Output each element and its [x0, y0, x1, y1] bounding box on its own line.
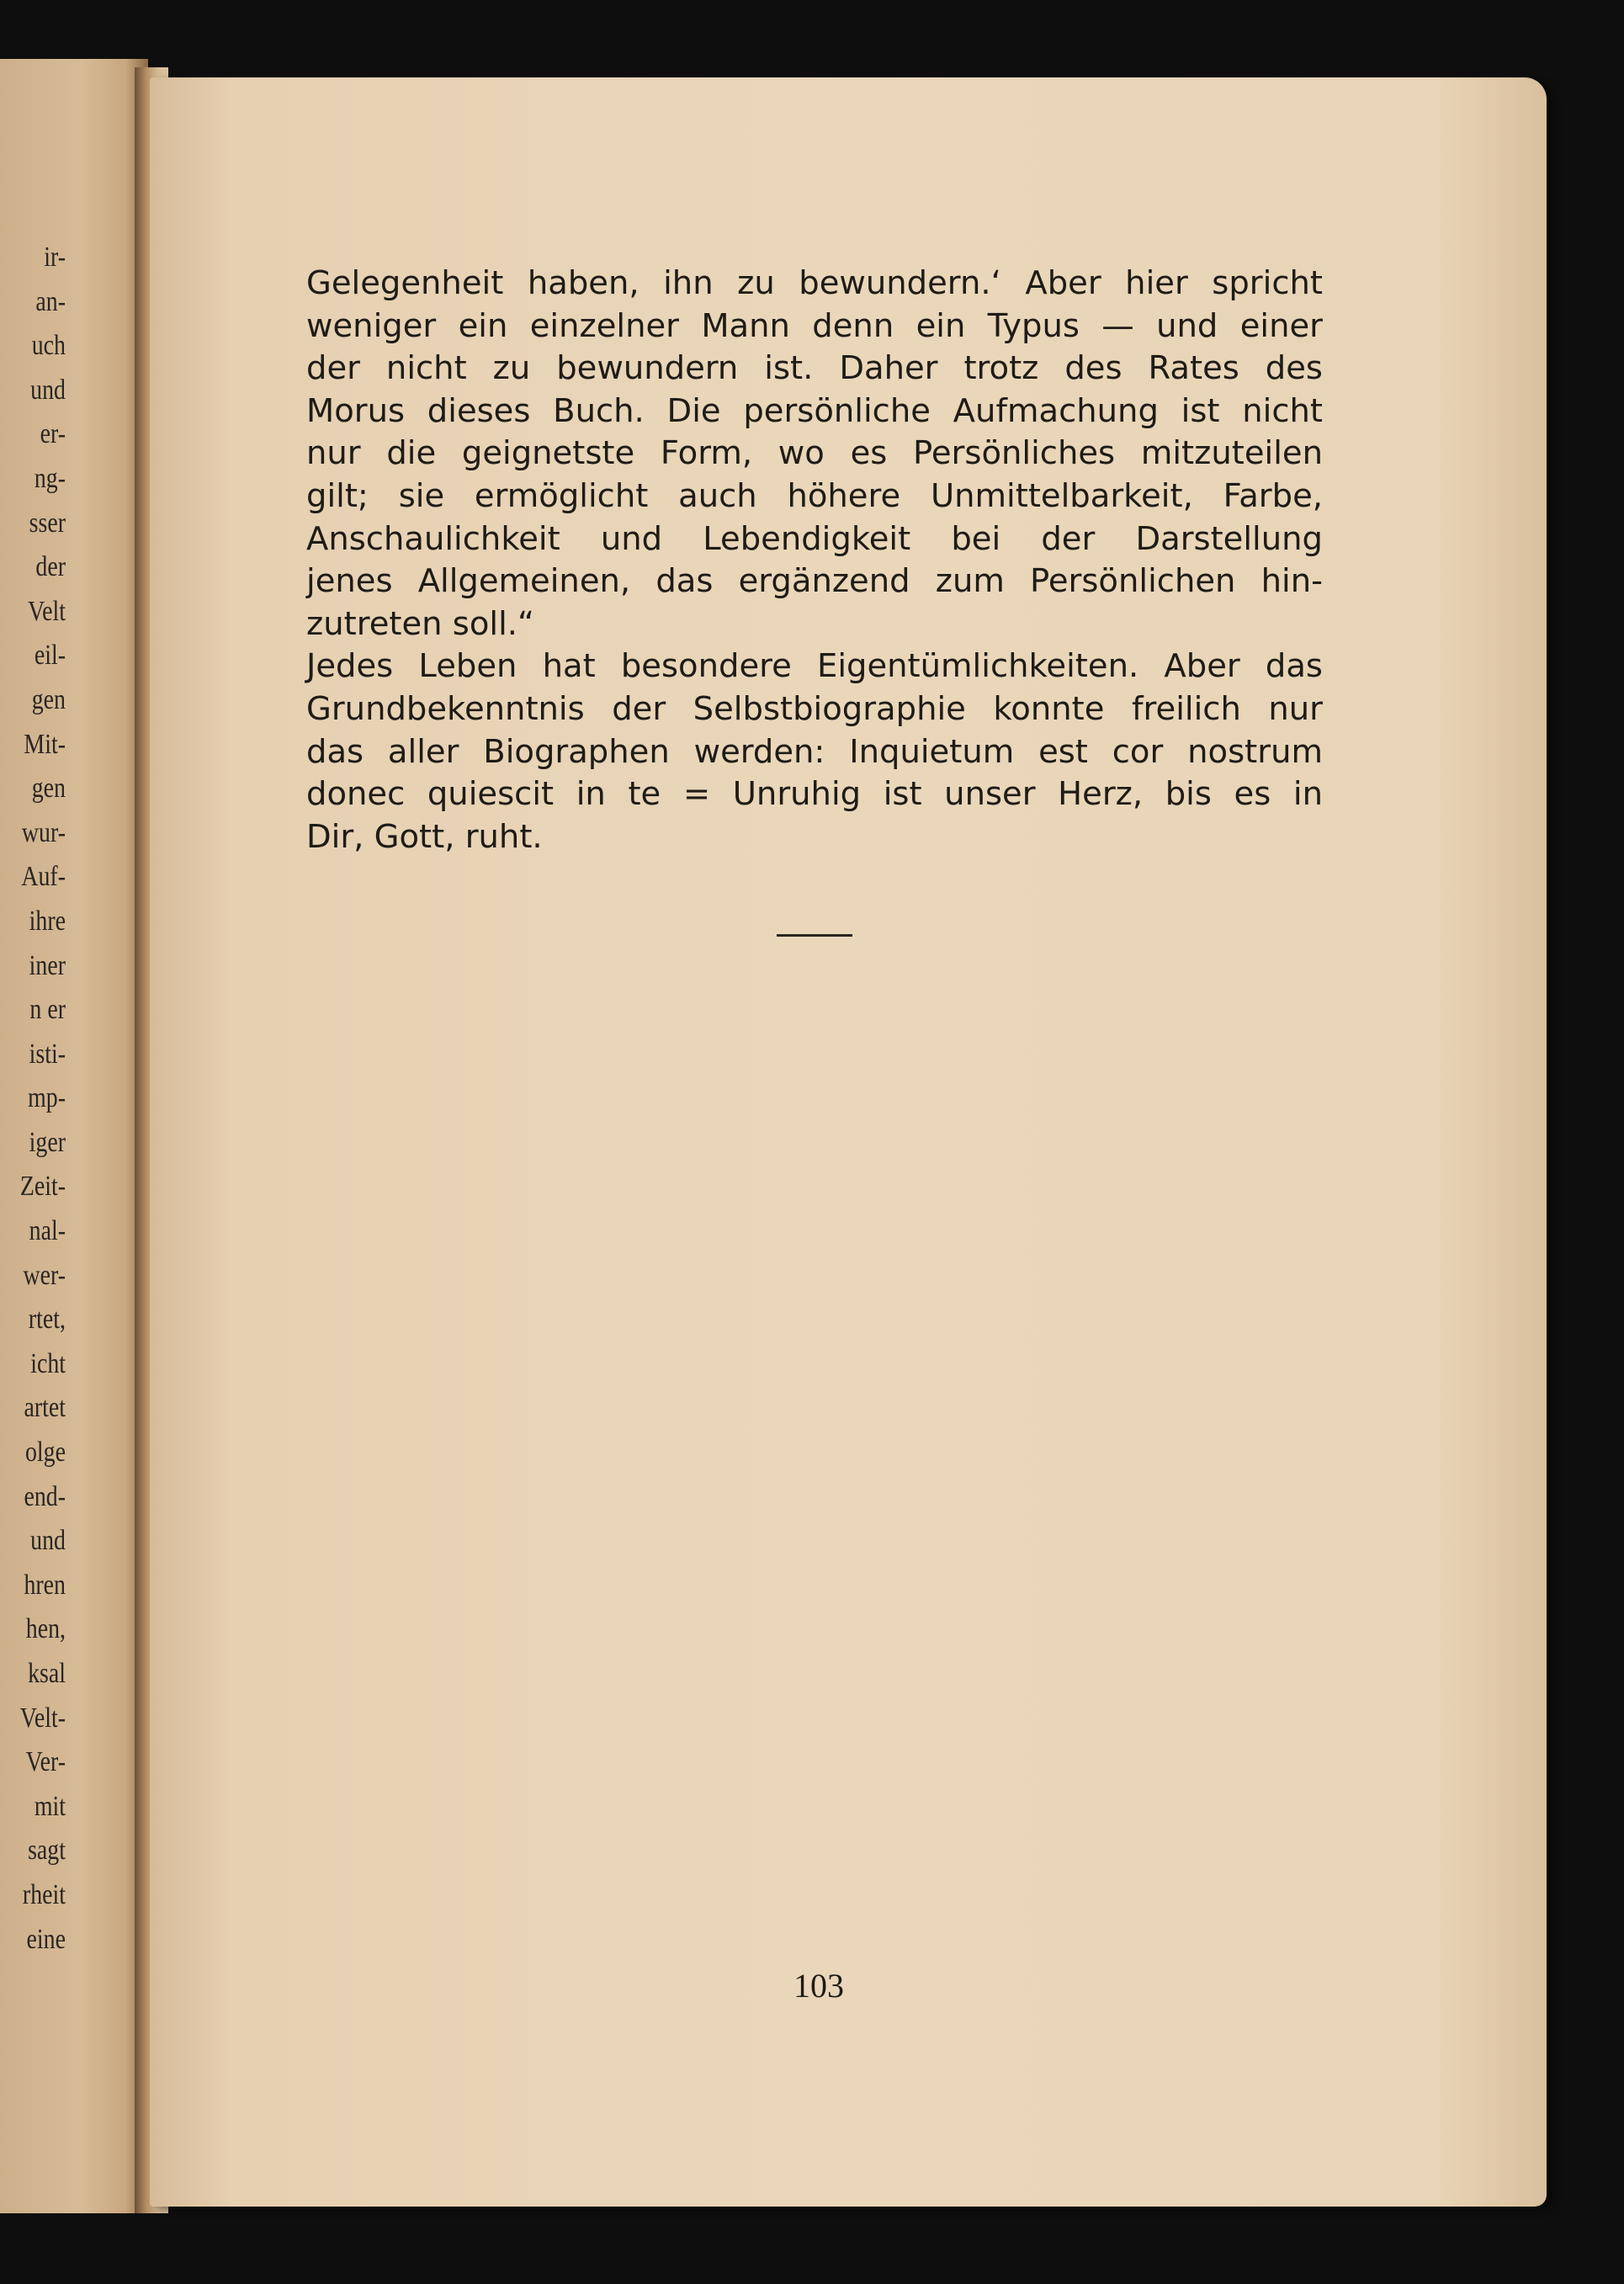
fragment-line: eine	[26, 1923, 66, 1955]
fragment-line: wer-	[23, 1259, 66, 1291]
text-line: weniger ein einzelner Mann denn ein Typus — und einer	[306, 306, 1323, 345]
fragment-line: sser	[29, 507, 66, 539]
fragment-line: sagt	[28, 1835, 66, 1867]
fragment-line: n er	[29, 994, 66, 1026]
text-line: Anschaulichkeit und Lebendigkeit bei der Darstellung	[306, 519, 1323, 558]
text-line: der nicht zu bewundern ist. Daher trotz des Rates des	[306, 349, 1323, 388]
fragment-line: iger	[29, 1126, 66, 1158]
fragment-line: wur-	[21, 816, 66, 848]
fragment-line: Velt-	[19, 1702, 66, 1734]
fragment-line: der	[35, 551, 66, 583]
text-line: nur die geignetste Form, wo es Persönliches mitzuteilen	[306, 434, 1323, 473]
fragment-line: ksal	[28, 1658, 66, 1689]
fragment-line: gen	[31, 683, 66, 715]
fragment-line: mit	[34, 1790, 66, 1822]
fragment-line: er-	[40, 418, 66, 450]
text-line: Gelegenheit haben, ihn zu bewundern.‘ Aber hier spricht	[306, 264, 1323, 302]
fragment-line: und	[30, 374, 66, 406]
fragment-line: an-	[35, 285, 66, 317]
fragment-line: hren	[24, 1569, 66, 1601]
fragment-line: Ver-	[25, 1746, 66, 1778]
text-line: donec quiescit in te = Unruhig ist unser Herz, bis es in	[306, 775, 1323, 814]
fragment-line: Auf-	[21, 861, 66, 893]
text-line: Jedes Leben hat besondere Eigentümlichkeiten. Aber das	[306, 647, 1323, 686]
fragment-line: Zeit-	[19, 1171, 66, 1203]
text-line: gilt; sie ermöglicht auch höhere Unmittelbarkeit, Farbe,	[306, 476, 1323, 515]
fragment-line: nal-	[29, 1215, 66, 1247]
page-103	[150, 77, 1547, 2207]
fragment-line: Velt	[28, 595, 66, 627]
fragment-line: hen,	[25, 1613, 66, 1645]
fragment-line: uch	[31, 330, 66, 362]
fragment-line: gen	[31, 773, 66, 805]
text-line: Dir, Gott, ruht.	[306, 817, 543, 856]
fragment-line: ng-	[34, 462, 66, 494]
fragment-line: mp-	[28, 1082, 66, 1114]
previous-page-fragments	[12, 236, 66, 1962]
body-text	[306, 263, 1323, 858]
section-end-rule	[777, 934, 852, 937]
fragment-line: und	[30, 1525, 66, 1557]
fragment-line: artet	[24, 1392, 66, 1424]
text-line: jenes Allgemeinen, das ergänzend zum Persönlichen hin-	[306, 562, 1323, 601]
text-line: Grundbekenntnis der Selbstbiographie konnte freilich nur	[306, 689, 1323, 728]
fragment-line: iner	[29, 949, 66, 981]
fragment-line: ir-	[44, 242, 66, 273]
fragment-line: isti-	[29, 1038, 66, 1070]
fragment-line: rheit	[22, 1878, 66, 1910]
fragment-line: eil-	[34, 640, 66, 672]
fragment-line: olge	[24, 1437, 66, 1469]
fragment-line: end-	[24, 1480, 66, 1512]
fragment-line: rtet,	[28, 1304, 66, 1336]
text-line: zutreten soll.“	[306, 604, 534, 643]
fragment-line: ihre	[29, 905, 66, 937]
fragment-line: icht	[30, 1347, 66, 1379]
fragment-line: Mit-	[24, 728, 66, 760]
text-line: Morus dieses Buch. Die persönliche Aufmachung ist nicht	[306, 391, 1323, 430]
page-number: 103	[793, 1967, 844, 2005]
text-line: das aller Biographen werden: Inquietum est cor nostrum	[306, 732, 1323, 771]
previous-page-edge	[0, 59, 148, 2213]
